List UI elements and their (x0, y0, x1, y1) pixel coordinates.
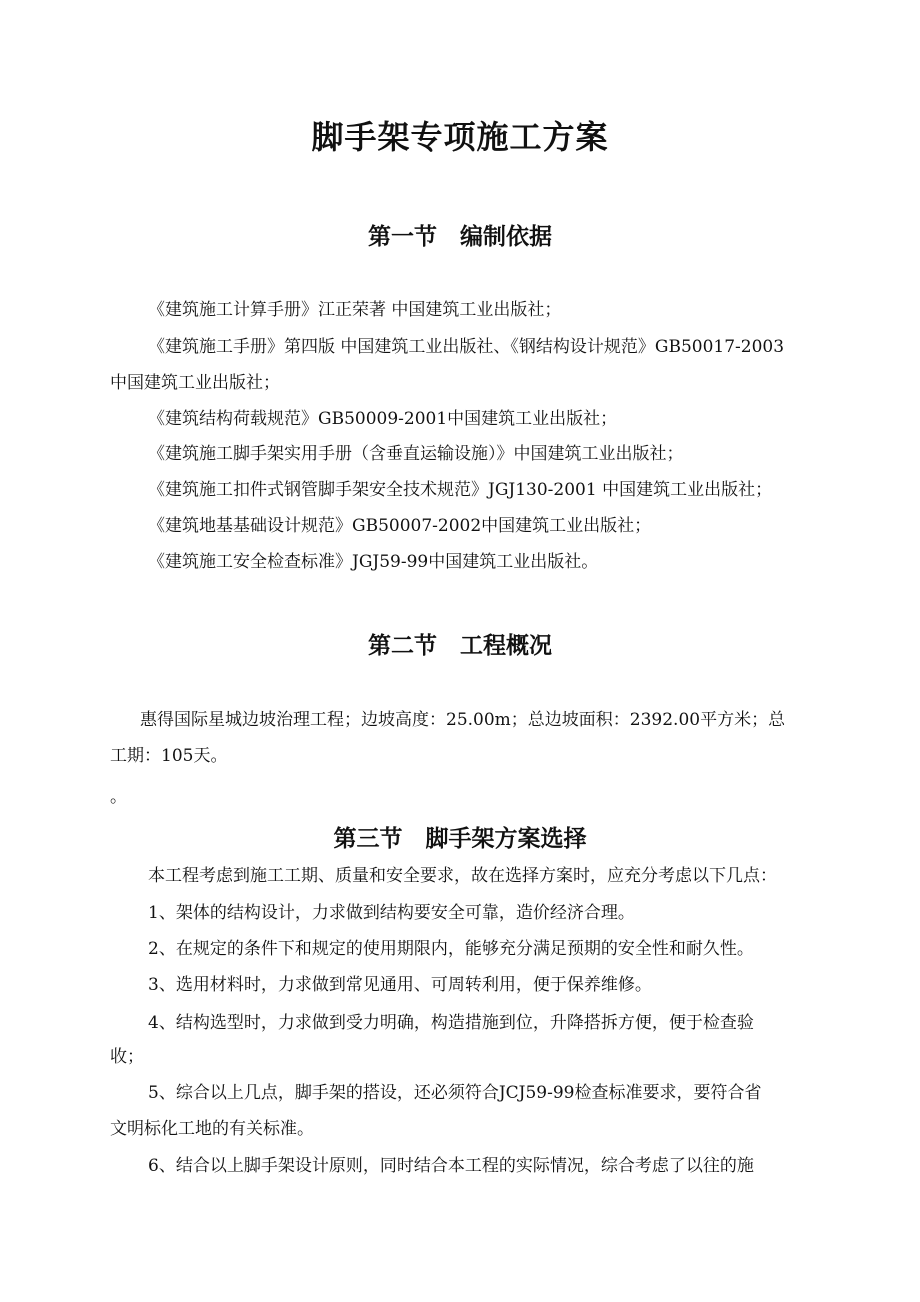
reference-item: 《建筑施工脚手架实用手册（含垂直运输设施）》中国建筑工业出版社； (148, 444, 684, 464)
reference-item: 《建筑施工安全检查标准》JGJ59-99中国建筑工业出版社。 (148, 552, 599, 572)
section3-heading: 第三节 脚手架方案选择 (333, 825, 587, 852)
list-item: 2、在规定的条件下和规定的使用期限内，能够充分满足预期的安全性和耐久性。 (148, 939, 754, 959)
reference-item: 《建筑施工计算手册》江正荣著 中国建筑工业出版社； (148, 300, 562, 320)
section1-heading: 第一节 编制依据 (368, 223, 552, 250)
list-item: 3、选用材料时，力求做到常见通用、可周转利用，便于保养维修。 (148, 975, 652, 995)
reference-item: 《建筑结构荷载规范》GB50009-2001中国建筑工业出版社； (148, 409, 618, 429)
reference-item-continued: 中国建筑工业出版社； (110, 373, 280, 393)
reference-item: 《建筑地基基础设计规范》GB50007-2002中国建筑工业出版社； (148, 516, 652, 536)
document-title: 脚手架专项施工方案 (311, 118, 609, 156)
list-item: 5、综合以上几点，脚手架的搭设，还必须符合JCJ59-99检查标准要求，要符合省 (148, 1083, 762, 1103)
project-overview-line: 惠得国际星城边坡治理工程；边坡高度：25.00m；总边坡面积：2392.00平方米；总 (140, 710, 786, 730)
project-overview-line: 工期：105天。 (110, 746, 228, 766)
section2-heading: 第二节 工程概况 (368, 632, 552, 659)
list-item: 6、结合以上脚手架设计原则，同时结合本工程的实际情况，综合考虑了以往的施 (148, 1156, 754, 1176)
body-paragraph-line: 本工程考虑到施工工期、质量和安全要求，故在选择方案时，应充分考虑以下几点： (148, 866, 777, 886)
list-item-continued: 文明标化工地的有关标准。 (110, 1119, 314, 1139)
reference-item: 《建筑施工扣件式钢管脚手架安全技术规范》JGJ130-2001 中国建筑工业出版社； (148, 480, 773, 500)
list-item: 1、架体的结构设计，力求做到结构要安全可靠，造价经济合理。 (148, 903, 635, 923)
list-item-continued: 收； (110, 1047, 144, 1067)
reference-item: 《建筑施工手册》第四版 中国建筑工业出版社、《钢结构设计规范》GB50017-2003 (148, 337, 785, 357)
stray-period: 。 (110, 787, 127, 807)
list-item: 4、结构选型时，力求做到受力明确，构造措施到位，升降搭拆方便，便于检查验 (148, 1013, 754, 1033)
